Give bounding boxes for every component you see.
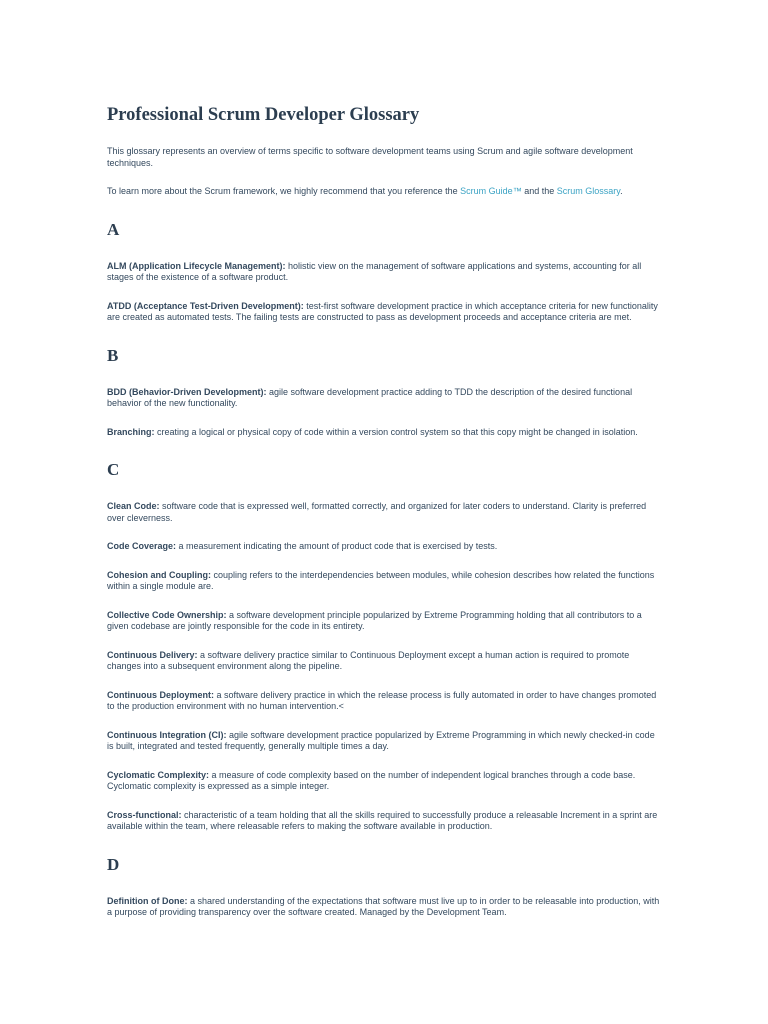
- glossary-entry: [107, 810, 663, 833]
- intro-text-middle: and the: [521, 186, 557, 196]
- glossary-entry: [107, 610, 663, 633]
- scrum-guide-link[interactable]: Scrum Guide™: [460, 186, 522, 196]
- glossary-definition: test-first software development practice in which acceptance criteria for new functionality are created as automated tests. The failing tests are constructed to pass as development proceeds and acceptance criteria are met.: [107, 300, 658, 322]
- glossary-entry: [107, 650, 663, 673]
- glossary-definition: a software delivery practice in which the release process is fully automated in order to have changes promoted to the production environment with no human intervention.<: [107, 689, 657, 711]
- glossary-term: Cyclomatic Complexity:: [107, 769, 210, 780]
- section-letter-a: A: [107, 219, 120, 239]
- glossary-definition: characteristic of a team holding that all the skills required to successfully produce a releasable Increment in a sprint are available within the team, where releasable refers to making the software available in production.: [107, 809, 658, 831]
- glossary-term: ATDD (Acceptance Test-Driven Development):: [107, 300, 304, 311]
- glossary-entry: [107, 301, 663, 324]
- glossary-term: Clean Code:: [107, 501, 160, 511]
- intro-text-before: To learn more about the Scrum framework, we highly recommend that you reference the: [107, 186, 461, 196]
- glossary-definition: holistic view on the management of software applications and systems, accounting for all stages of the existence of a software product.: [107, 260, 642, 282]
- glossary-sections: [107, 220, 663, 919]
- glossary-definition: a measurement indicating the amount of product code that is exercised by tests.: [176, 541, 498, 551]
- glossary-entry: [107, 896, 663, 919]
- intro-text-after: .: [620, 186, 623, 196]
- glossary-term: Branching:: [107, 426, 155, 437]
- glossary-entry: [107, 387, 663, 410]
- intro-paragraph: This glossary represents an overview of terms specific to software development teams using Scrum and agile software development techniques.: [107, 146, 633, 168]
- glossary-definition: agile software development practice popularized by Extreme Programming in which newly checked-in code is built, integrated and tested frequently, generally multiple times a day.: [107, 729, 655, 751]
- section-letter-b: B: [107, 345, 119, 365]
- glossary-document: [107, 104, 663, 936]
- glossary-term: Cohesion and Coupling:: [107, 569, 211, 580]
- glossary-term: ALM (Application Lifecycle Management):: [107, 260, 286, 271]
- glossary-entry: [107, 730, 663, 753]
- glossary-term: Continuous Integration (CI):: [107, 729, 227, 740]
- intro-reference-paragraph: [107, 186, 663, 198]
- scrum-glossary-link[interactable]: Scrum Glossary: [556, 186, 621, 196]
- page-title: Professional Scrum Developer Glossary: [107, 105, 420, 125]
- section-letter-d: D: [107, 854, 120, 874]
- glossary-entry: [107, 541, 663, 553]
- glossary-definition: creating a logical or physical copy of code within a version control system so that this copy might be changed in isolation.: [154, 426, 638, 437]
- glossary-definition: a measure of code complexity based on the number of independent logical branches through a code base. Cyclomatic complexity is expressed as a simple integer.: [107, 769, 636, 791]
- glossary-entry: [107, 770, 663, 793]
- glossary-entry: [107, 261, 663, 284]
- glossary-entry: [107, 427, 663, 439]
- glossary-entry: [107, 570, 663, 593]
- glossary-term: Continuous Deployment:: [107, 689, 214, 700]
- glossary-definition: software code that is expressed well, formatted correctly, and organized for later coders to understand. Clarity is preferred over cleverness.: [107, 501, 647, 523]
- glossary-term: BDD (Behavior-Driven Development):: [107, 386, 267, 397]
- glossary-entry: [107, 501, 663, 524]
- section-letter-c: C: [107, 460, 120, 479]
- glossary-entry: [107, 690, 663, 713]
- glossary-term: Cross-functional:: [107, 809, 182, 820]
- glossary-definition: agile software development practice adding to TDD the description of the desired functional behavior of the new functionality.: [107, 386, 633, 408]
- glossary-definition: coupling refers to the interdependencies between modules, while cohesion describes how related the functions within a single module are.: [107, 569, 655, 591]
- glossary-definition: a software development principle popularized by Extreme Programming holding that all contributors to a given codebase are jointly responsible for the code in its entirety.: [107, 609, 642, 631]
- glossary-term: Continuous Delivery:: [107, 649, 198, 660]
- glossary-definition: a shared understanding of the expectations that software must live up to in order to be releasable into production, with a purpose of providing transparency over the software created. Managed by the Development Team.: [107, 895, 660, 917]
- glossary-term: Collective Code Ownership:: [107, 609, 227, 620]
- glossary-term: Definition of Done:: [107, 895, 188, 906]
- glossary-definition: a software delivery practice similar to Continuous Deployment except a human action is required to promote changes into a subsequent environment along the pipeline.: [107, 649, 630, 671]
- glossary-term: Code Coverage:: [107, 541, 177, 551]
